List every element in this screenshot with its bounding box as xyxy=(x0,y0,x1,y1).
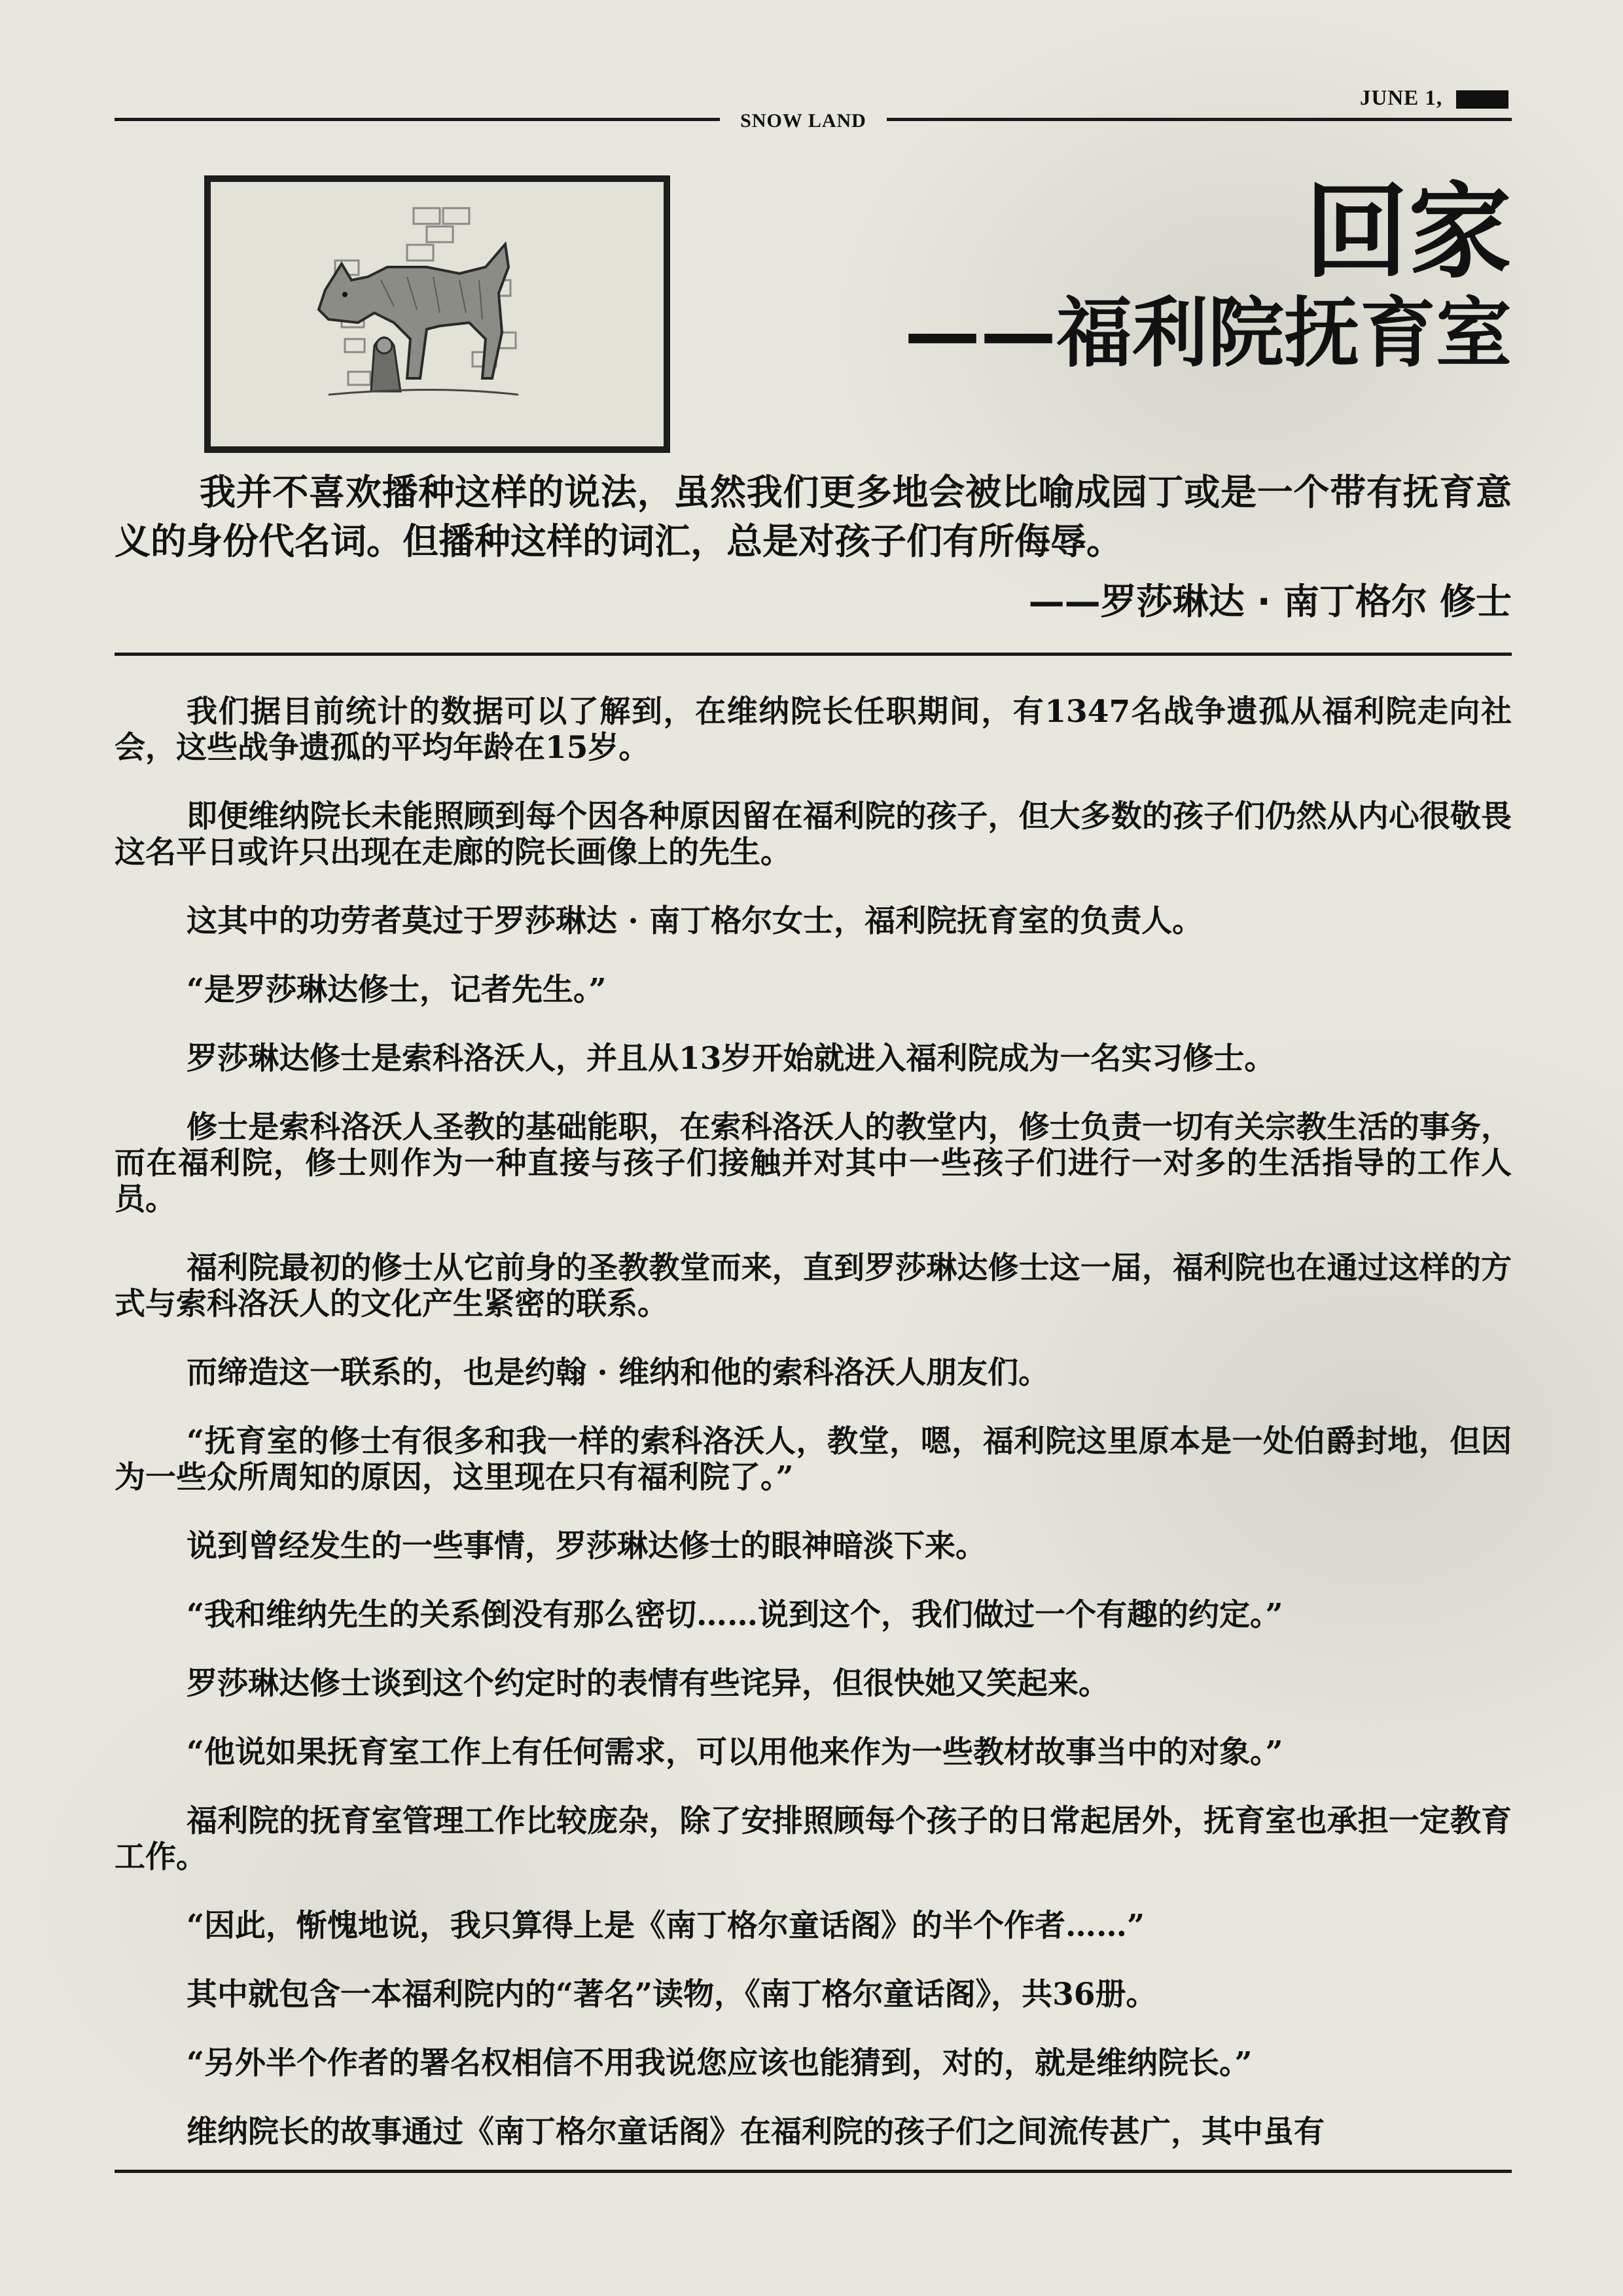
section-rule xyxy=(115,653,1512,656)
body-paragraph: 维纳院长的故事通过《南丁格尔童话阁》在福利院的孩子们之间流传甚广，其中虽有 xyxy=(187,2114,1325,2150)
body-paragraph: 说到曾经发生的一些事情，罗莎琳达修士的眼神暗淡下来。 xyxy=(187,1528,986,1564)
body-paragraph: 修士是索科洛沃人圣教的基础能职，在索科洛沃人的教堂内，修士负责一切有关宗教生活的事务，而在福利院，修士则作为一种直接与孩子们接触并对其中一些孩子们进行一对多的生活指导的工作人员。 xyxy=(115,1109,1512,1217)
body-paragraph: 即便维纳院长未能照顾到每个因各种原因留在福利院的孩子，但大多数的孩子们仍然从内心很敬畏这名平日或许只出现在走廊的院长画像上的先生。 xyxy=(115,798,1512,870)
body-paragraph: “因此，惭愧地说，我只算得上是《南丁格尔童话阁》的半个作者……” xyxy=(187,1908,1145,1944)
header-rule-left xyxy=(115,118,720,121)
epigraph-quote: 我并不喜欢播种这样的说法，虽然我们更多地会被比喻成园丁或是一个带有抚育意义的身份代名词。但播种这样的词汇，总是对孩子们有所侮辱。 xyxy=(115,471,1512,562)
body-paragraph: “他说如果抚育室工作上有任何需求，可以用他来作为一些教材故事当中的对象。” xyxy=(187,1734,1283,1770)
body-paragraph: 福利院最初的修士从它前身的圣教教堂而来，直到罗莎琳达修士这一届，福利院也在通过这样的方式与索科洛沃人的文化产生紧密的联系。 xyxy=(115,1250,1512,1322)
issue-date: JUNE 1, xyxy=(1360,86,1443,110)
epigraph-attribution: ——罗莎琳达 · 南丁格尔 修士 xyxy=(1028,581,1512,622)
body-paragraph: “是罗莎琳达修士，记者先生。” xyxy=(187,972,607,1008)
body-paragraph: 我们据目前统计的数据可以了解到，在维纳院长任职期间，有1347名战争遗孤从福利院走向社会，这些战争遗孤的平均年龄在15岁。 xyxy=(115,694,1512,766)
illustration-frame xyxy=(204,175,670,453)
footer-rule xyxy=(115,2170,1512,2173)
article-body xyxy=(115,694,1512,2183)
body-paragraph: 其中就包含一本福利院内的“著名”读物，《南丁格尔童话阁》，共36册。 xyxy=(187,1977,1157,2013)
body-paragraph: 福利院的抚育室管理工作比较庞杂，除了安排照顾每个孩子的日常起居外，抚育室也承担一定教育工作。 xyxy=(115,1803,1512,1875)
masthead: SNOW LAND xyxy=(740,110,866,132)
body-paragraph: “抚育室的修士有很多和我一样的索科洛沃人，教堂，嗯，福利院这里原本是一处伯爵封地，但因为一些众所周知的原因，这里现在只有福利院了。” xyxy=(115,1424,1512,1496)
body-paragraph: “我和维纳先生的关系倒没有那么密切……说到这个，我们做过一个有趣的约定。” xyxy=(187,1597,1283,1633)
body-paragraph: 罗莎琳达修士是索科洛沃人，并且从13岁开始就进入福利院成为一名实习修士。 xyxy=(187,1041,1275,1077)
body-paragraph: 这其中的功劳者莫过于罗莎琳达 · 南丁格尔女士，福利院抚育室的负责人。 xyxy=(187,903,1204,939)
body-paragraph: 而缔造这一联系的，也是约翰 · 维纳和他的索科洛沃人朋友们。 xyxy=(187,1355,1050,1391)
header-rule-right xyxy=(887,118,1512,121)
article-title: 回家 xyxy=(1305,172,1512,293)
body-paragraph: 罗莎琳达修士谈到这个约定时的表情有些诧异，但很快她又笑起来。 xyxy=(187,1666,1109,1702)
wolf-and-child-icon xyxy=(211,182,664,446)
article-subtitle: ——福利院抚育室 xyxy=(904,289,1512,378)
body-paragraph: “另外半个作者的署名权相信不用我说您应该也能猜到，对的，就是维纳院长。” xyxy=(187,2045,1253,2081)
redaction-bar xyxy=(1456,90,1508,109)
